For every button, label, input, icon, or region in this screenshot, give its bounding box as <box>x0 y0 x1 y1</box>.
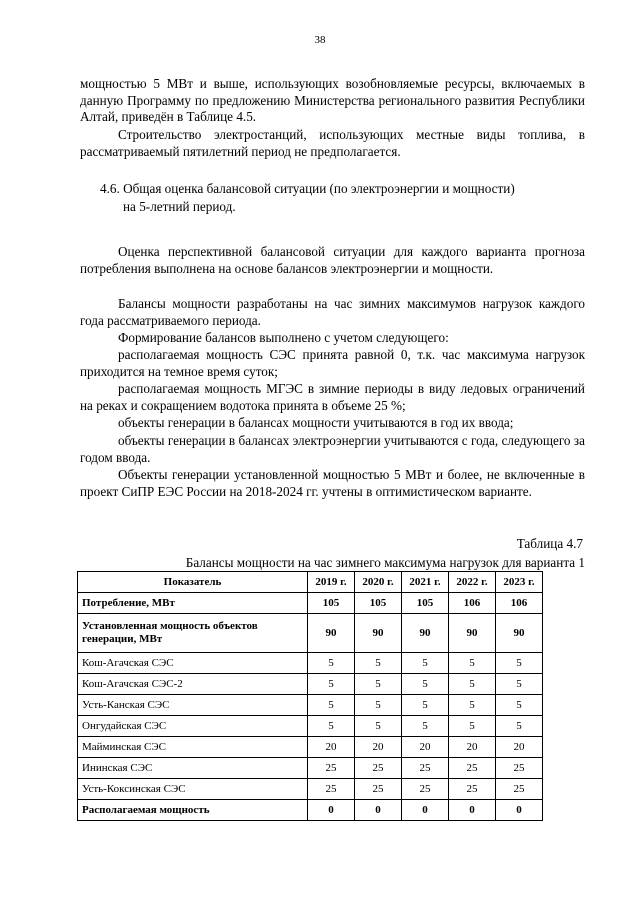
table-header-cell: 2021 г. <box>402 572 449 593</box>
row-name: Кош-Агачская СЭС <box>78 653 308 674</box>
cell-value: 25 <box>308 758 355 779</box>
cell-value: 5 <box>449 653 496 674</box>
cell-value: 5 <box>355 716 402 737</box>
table-row <box>78 779 543 800</box>
cell-value: 5 <box>308 695 355 716</box>
table-header-cell: Показатель <box>78 572 308 593</box>
paragraph-generation-energy: объекты генерации в балансах электроэнергии учитываются с года, следующего за годом ввода. <box>80 433 585 465</box>
section-heading-line2: на 5-летний период. <box>123 199 236 214</box>
cell-value: 25 <box>449 779 496 800</box>
table-row <box>78 653 543 674</box>
cell-value: 5 <box>308 653 355 674</box>
cell-value: 90 <box>355 614 402 653</box>
paragraph-mges: располагаемая мощность МГЭС в зимние периоды в виду ледовых ограничений на реках и сокращением водотока принята в объеме 25 %; <box>80 381 585 413</box>
cell-value: 5 <box>355 695 402 716</box>
section-heading-line1: 4.6. Общая оценка балансовой ситуации (по электроэнергии и мощности) <box>100 181 515 196</box>
page-number: 38 <box>314 34 326 46</box>
cell-value: 5 <box>496 674 543 695</box>
cell-value: 5 <box>496 653 543 674</box>
table-header-cell: 2023 г. <box>496 572 543 593</box>
cell-value: 5 <box>449 695 496 716</box>
row-name: Располагаемая мощность <box>78 800 308 821</box>
cell-value: 5 <box>355 653 402 674</box>
cell-value: 25 <box>402 758 449 779</box>
cell-value: 25 <box>402 779 449 800</box>
table-label: Таблица 4.7 <box>516 536 583 551</box>
cell-value: 90 <box>402 614 449 653</box>
section-heading <box>100 180 590 216</box>
cell-value: 5 <box>402 695 449 716</box>
cell-value: 25 <box>496 779 543 800</box>
cell-value: 0 <box>496 800 543 821</box>
cell-value: 5 <box>449 674 496 695</box>
table-header-row <box>78 572 543 593</box>
cell-value: 0 <box>402 800 449 821</box>
table-row <box>78 800 543 821</box>
cell-value: 20 <box>308 737 355 758</box>
cell-value: 25 <box>449 758 496 779</box>
table-header-cell: 2020 г. <box>355 572 402 593</box>
cell-value: 5 <box>449 716 496 737</box>
cell-value: 105 <box>308 593 355 614</box>
table-row <box>78 593 543 614</box>
cell-value: 5 <box>402 716 449 737</box>
table-row <box>78 674 543 695</box>
row-name: Усть-Канская СЭС <box>78 695 308 716</box>
table-title: Балансы мощности на час зимнего максимума нагрузок для варианта 1 <box>185 555 585 570</box>
cell-value: 105 <box>355 593 402 614</box>
table-row <box>78 695 543 716</box>
cell-value: 5 <box>402 674 449 695</box>
table-header-cell: 2019 г. <box>308 572 355 593</box>
paragraph-generation-power: объекты генерации в балансах мощности учитываются в год их ввода; <box>118 415 514 430</box>
cell-value: 90 <box>308 614 355 653</box>
cell-value: 25 <box>308 779 355 800</box>
paragraph-ses: располагаемая мощность СЭС принята равной 0, т.к. час максимума нагрузок приходится на темное время суток; <box>80 347 585 379</box>
cell-value: 0 <box>449 800 496 821</box>
cell-value: 5 <box>496 695 543 716</box>
row-name: Потребление, МВт <box>78 593 308 614</box>
row-name: Усть-Коксинская СЭС <box>78 779 308 800</box>
table-row <box>78 737 543 758</box>
cell-value: 5 <box>355 674 402 695</box>
cell-value: 20 <box>449 737 496 758</box>
paragraph-local-fuel: Строительство электростанций, использующих местные виды топлива, в рассматриваемый пятилетний период не предполагается. <box>80 127 585 159</box>
power-balance-table <box>77 571 543 821</box>
table-row <box>78 716 543 737</box>
cell-value: 20 <box>402 737 449 758</box>
row-name: Онгудайская СЭС <box>78 716 308 737</box>
cell-value: 25 <box>355 758 402 779</box>
paragraph-optimistic: Объекты генерации установленной мощностью 5 МВт и более, не включенные в проект СиПР ЕЭС России на 2018-2024 гг. учтены в оптимистическом варианте. <box>80 467 585 499</box>
table-row <box>78 758 543 779</box>
cell-value: 5 <box>308 674 355 695</box>
cell-value: 0 <box>308 800 355 821</box>
cell-value: 5 <box>496 716 543 737</box>
row-name: Ининская СЭС <box>78 758 308 779</box>
cell-value: 5 <box>308 716 355 737</box>
row-name: Установленная мощность объектов генерации, МВт <box>78 614 308 653</box>
cell-value: 0 <box>355 800 402 821</box>
cell-value: 90 <box>449 614 496 653</box>
paragraph-assessment: Оценка перспективной балансовой ситуации для каждого варианта прогноза потребления выполнена на основе балансов электроэнергии и мощности. <box>80 244 585 276</box>
cell-value: 20 <box>355 737 402 758</box>
paragraph-formation: Формирование балансов выполнено с учетом следующего: <box>118 330 449 345</box>
cell-value: 106 <box>496 593 543 614</box>
cell-value: 90 <box>496 614 543 653</box>
paragraph-power-balances: Балансы мощности разработаны на час зимних максимумов нагрузок каждого года рассматриваемого периода. <box>80 296 585 328</box>
table-header-cell: 2022 г. <box>449 572 496 593</box>
paragraph-continuation: мощностью 5 МВт и выше, использующих возобновляемые ресурсы, включаемых в данную Программу по предложению Министерства регионального развития Республики Алтай, приведён в Таблице 4.5. <box>80 76 585 125</box>
cell-value: 106 <box>449 593 496 614</box>
cell-value: 5 <box>402 653 449 674</box>
cell-value: 25 <box>496 758 543 779</box>
table-row <box>78 614 543 653</box>
cell-value: 105 <box>402 593 449 614</box>
row-name: Кош-Агачская СЭС-2 <box>78 674 308 695</box>
cell-value: 20 <box>496 737 543 758</box>
row-name: Майминская СЭС <box>78 737 308 758</box>
cell-value: 25 <box>355 779 402 800</box>
